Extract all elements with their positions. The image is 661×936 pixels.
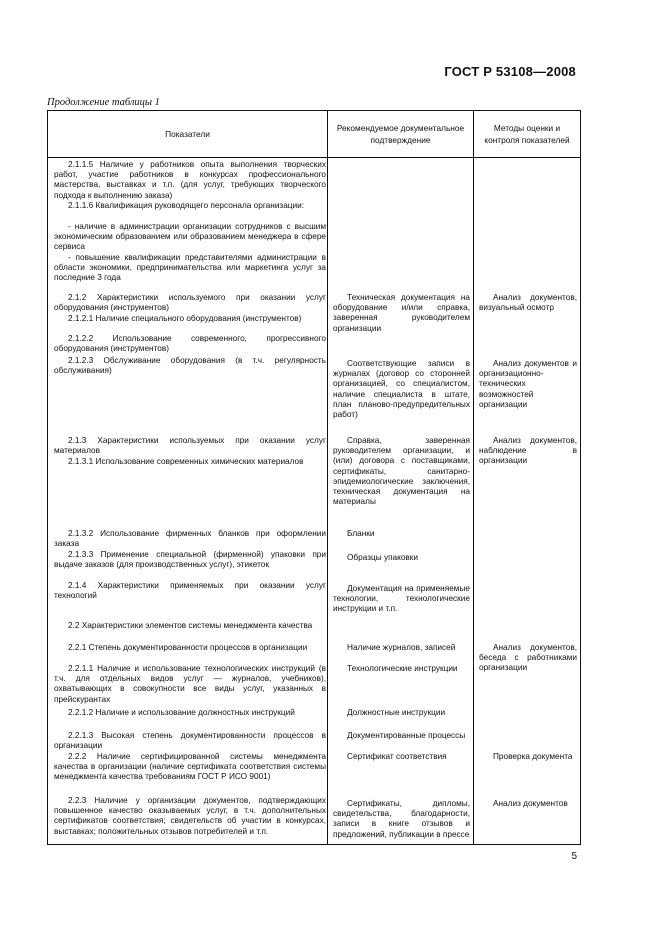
documentation-cell: Технологические инструкции bbox=[347, 664, 458, 673]
column-divider bbox=[473, 111, 474, 844]
indicator-cell: 2.1.3.1 Использование современных химических материалов bbox=[68, 457, 304, 466]
indicator-cell: 2.1.3.3 Применение специальной (фирменной) упаковки при выдаче заказов (для производственных услуг), этикеток bbox=[54, 550, 326, 570]
documentation-cell: Документированные процессы bbox=[347, 731, 466, 740]
column-divider bbox=[327, 111, 328, 844]
method-cell: Анализ документов, наблюдение в организации bbox=[479, 436, 577, 466]
indicator-cell: 2.1.1.6 Квалификация руководящего персонала организации: bbox=[68, 201, 305, 210]
table-continuation-caption: Продолжение таблицы 1 bbox=[47, 97, 160, 108]
indicator-cell: 2.2.2 Наличие сертифицированной системы менеджмента качества в организации (наличие сертификата соответствия системы менеджмента качества требованиям ГОСТ Р ИСО 9001) bbox=[54, 752, 326, 782]
indicator-cell: 2.1.2.3 Обслуживание оборудования (в т.ч. регулярность обслуживания) bbox=[54, 356, 326, 376]
documentation-cell: Техническая документация на оборудование и/или справка, заверенная руководителем организации bbox=[333, 293, 470, 333]
method-cell: Анализ документов bbox=[493, 799, 568, 808]
documentation-cell: Наличие журналов, записей bbox=[347, 643, 456, 652]
indicator-cell: 2.1.3 Характеристики используемых при оказании услуг материалов bbox=[54, 436, 326, 456]
documentation-cell: Образцы упаковки bbox=[347, 553, 419, 562]
documentation-cell: Сертификат соответствия bbox=[347, 752, 447, 761]
page-number: 5 bbox=[571, 851, 577, 862]
indicator-cell: 2.2.1.2 Наличие и использование должностных инструкций bbox=[68, 708, 295, 717]
requirements-table bbox=[47, 110, 581, 845]
method-cell: Анализ документов, визуальный осмотр bbox=[479, 293, 577, 313]
indicator-cell: 2.2 Характеристики элементов системы менеджмента качества bbox=[68, 621, 313, 630]
indicator-cell: 2.2.1 Степень документированности процессов в организации bbox=[68, 643, 308, 652]
indicator-cell: - повышение квалификации представителями администрации в области экономики, предпринимательства или маркетинга услуг за последние 3 года bbox=[54, 253, 326, 283]
indicator-cell: 2.1.2.2 Использование современного, прогрессивного оборудования (инструментов) bbox=[54, 334, 326, 354]
indicator-cell: 2.2.1.3 Высокая степень документированности процессов в организации bbox=[54, 731, 326, 751]
column-header-indicators: Показатели bbox=[165, 129, 210, 139]
documentation-cell: Справка, заверенная руководителем организации, и (или) договора с поставщиками, сертификаты, санитарно-эпидемиологические заключения, техническая документация на материалы bbox=[333, 436, 470, 507]
indicator-cell: 2.2.1.1 Наличие и использование технологических инструкций (в т.ч. для отдельных видов услуг — журналов, учебников), охватывающих в совокупности все виды услуг, указанных в прейскурантах bbox=[54, 664, 326, 704]
indicator-cell: 2.2.3 Наличие у организации документов, подтверждающих повышенное качество оказываемых услуг, в т.ч. дополнительных сертификатов соответствия; свидетельств об участии в конкурсах, выставках; положительных отзывов потребителей и т.п. bbox=[54, 796, 326, 836]
method-cell: Анализ документов, беседа с работниками организации bbox=[479, 643, 577, 673]
indicator-cell: 2.1.1.5 Наличие у работников опыта выполнения творческих работ, участие работников в конкурсах профессионального мастерства, выставках и т.п. (для услуг, требующих творческого подхода к выполнению заказа) bbox=[54, 160, 326, 200]
indicator-cell: 2.1.3.2 Использование фирменных бланков при оформлении заказа bbox=[54, 529, 326, 549]
column-header-documentation: Рекомендуемое документальное подтверждение bbox=[336, 123, 465, 145]
method-cell: Проверка документа bbox=[493, 752, 573, 761]
documentation-cell: Бланки bbox=[347, 529, 375, 538]
indicator-cell: 2.1.2 Характеристики используемого при оказании услуг оборудования (инструментов) bbox=[54, 293, 326, 313]
indicator-cell: 2.1.2.1 Наличие специального оборудования (инструментов) bbox=[68, 314, 302, 323]
header-divider bbox=[48, 157, 580, 158]
method-cell: Анализ документов и организационно-технических возможностей организации bbox=[479, 359, 577, 409]
documentation-cell: Соответствующие записи в журналах (договор со сторонней организацией, со специалистом, наличие специалиста в штате, план планово-предупредительных работ) bbox=[333, 359, 470, 420]
indicator-cell: - наличие в администрации организации сотрудников с высшим экономическим образованием или образованием менеджера в сфере сервиса bbox=[54, 222, 326, 252]
standard-designation: ГОСТ Р 53108—2008 bbox=[444, 64, 576, 79]
documentation-cell: Сертификаты, дипломы, свидетельства, благодарности, записи в книге отзывов и предложений, публикации в прессе bbox=[333, 799, 470, 839]
indicator-cell: 2.1.4 Характеристики применяемых при оказании услуг технологий bbox=[54, 581, 326, 601]
column-header-methods: Методы оценки и контроля показателей bbox=[484, 123, 570, 145]
documentation-cell: Должностные инструкции bbox=[347, 708, 446, 717]
documentation-cell: Документация на применяемые технологии, технологические инструкции и т.п. bbox=[333, 584, 470, 614]
